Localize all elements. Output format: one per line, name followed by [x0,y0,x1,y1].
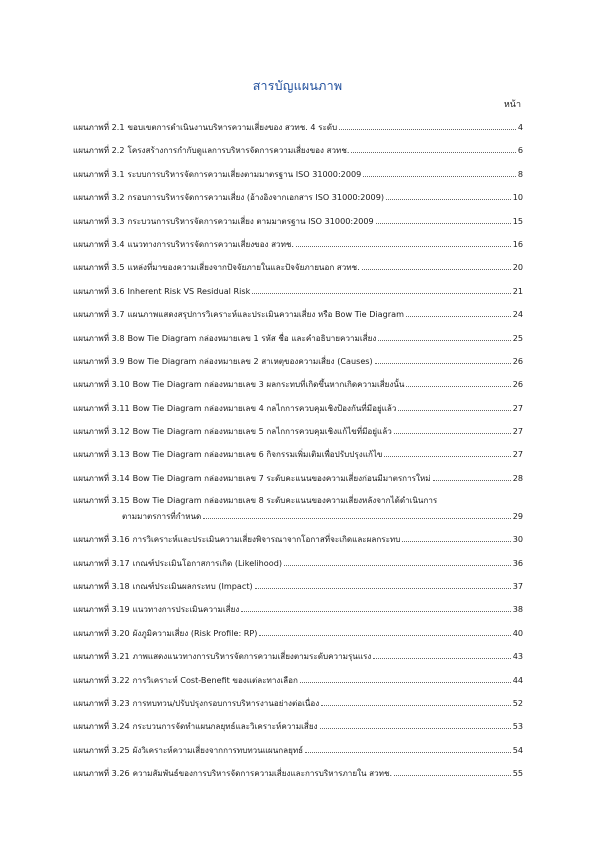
figure-caption: Bow Tie Diagram กล่องหมายเลข 8 ระดับคะแนนของความเสี่ยงหลังจากได้ดำเนินการ [132,495,438,506]
page-number: 40 [512,627,523,638]
figure-number: แผนภาพที่ 3.26 [73,768,130,779]
toc-entry[interactable] [73,531,523,554]
figure-caption: Bow Tie Diagram กล่องหมายเลข 7 ระดับคะแนนของความเสี่ยงก่อนมีมาตรการใหม่ [132,472,431,483]
figure-caption: ภาพแสดงแนวทางการบริหารจัดการความเสี่ยงตามระดับความรุนแรง [132,651,372,662]
page-number: 6 [517,145,523,156]
figure-number: แผนภาพที่ 3.9 [73,355,125,366]
page-number: 28 [512,472,523,483]
dot-leader [378,330,510,341]
figure-number: แผนภาพที่ 3.10 [73,379,130,390]
figure-number: แผนภาพที่ 3.5 [73,262,125,273]
dot-leader [386,189,511,200]
figure-number: แผนภาพที่ 3.23 [73,697,130,708]
figure-caption-continued: ตามมาตรการที่กำหนด [122,511,202,522]
dot-leader [203,508,510,519]
dot-leader [259,625,510,636]
figure-caption: ผังภูมิความเสี่ยง (Risk Profile: RP) [132,627,258,638]
dot-leader [433,470,511,481]
dot-leader [402,531,510,542]
page-number: 10 [512,192,523,203]
page-number: 27 [512,426,523,437]
figure-caption: Bow Tie Diagram กล่องหมายเลข 1 รหัส ชื่อ และคำอธิบายความเสี่ยง [127,332,377,343]
dot-leader [321,695,510,706]
figure-number: แผนภาพที่ 3.6 [73,285,125,296]
page-number: 43 [512,651,523,662]
page-number: 44 [512,674,523,685]
dot-leader [320,718,511,729]
toc-entry[interactable] [73,306,523,329]
figure-caption: แหล่งที่มาของความเสี่ยงจากปัจจัยภายในและปัจจัยภายนอก สวทช. [127,262,360,273]
figure-caption: การวิเคราะห์ Cost-Benefit ของแต่ละทางเลือก [132,674,298,685]
page-number: 37 [512,581,523,592]
figure-number: แผนภาพที่ 3.7 [73,309,125,320]
figure-caption: Inherent Risk VS Residual Risk [127,285,251,296]
toc-entry[interactable] [73,742,523,765]
figure-number: แผนภาพที่ 3.4 [73,238,125,249]
figure-number: แผนภาพที่ 3.3 [73,215,125,226]
figure-number: แผนภาพที่ 2.1 [73,122,125,132]
dot-leader [255,578,511,589]
figure-caption: การทบทวน/ปรับปรุงกรอบการบริหารงานอย่างต่อเนื่อง [132,697,320,708]
toc-entry[interactable] [73,236,523,259]
page-number: 20 [512,262,523,273]
figure-caption: แนวทางการประเมินความเสี่ยง [132,604,240,615]
toc-entry[interactable] [73,353,523,376]
page-number: 21 [512,285,523,296]
dot-leader [384,446,510,457]
page-number: 8 [517,168,523,179]
dot-leader [398,400,510,411]
figure-number: แผนภาพที่ 2.2 [73,145,125,156]
figure-number: แผนภาพที่ 3.11 [73,402,130,413]
page-number: 54 [512,744,523,755]
dot-leader [241,601,510,612]
toc-entry[interactable] [73,470,523,493]
toc-entry[interactable] [73,578,523,601]
figure-list [73,119,523,789]
figure-number: แผนภาพที่ 3.18 [73,581,130,592]
figure-number: แผนภาพที่ 3.17 [73,557,130,568]
figure-caption: โครงสร้างการกำกับดูแลการบริหารจัดการความเสี่ยงของ สวทช. [127,145,350,156]
page-number: 26 [512,379,523,390]
figure-number: แผนภาพที่ 3.8 [73,332,125,343]
page-number: 29 [512,511,523,522]
figure-caption: Bow Tie Diagram กล่องหมายเลข 4 กลไกการควบคุมเชิงป้องกันที่มีอยู่แล้ว [132,402,397,413]
page-number: 27 [512,449,523,460]
page-title: สารบัญแผนภาพ [252,78,343,93]
figure-number: แผนภาพที่ 3.25 [73,744,130,755]
dot-leader [284,555,511,566]
figure-number: แผนภาพที่ 3.19 [73,604,130,615]
page-number: 27 [512,402,523,413]
dot-leader [363,166,516,177]
figure-number: แผนภาพที่ 3.22 [73,674,130,685]
figure-number: แผนภาพที่ 3.20 [73,627,130,638]
dot-leader [394,765,511,776]
figure-caption: เกณฑ์ประเมินผลกระทบ (Impact) [132,581,253,592]
toc-entry[interactable] [73,446,523,469]
figure-caption: กระบวนการจัดทำแผนกลยุทธ์และวิเคราะห์ความเสี่ยง [132,721,318,732]
figure-caption: Bow Tie Diagram กล่องหมายเลข 5 กลไกการควบคุมเชิงแก้ไขที่มีอยู่แล้ว [132,426,392,437]
page-number: 53 [512,721,523,732]
toc-entry[interactable] [73,166,523,189]
figure-number: แผนภาพที่ 3.1 [73,168,125,179]
toc-entry[interactable] [73,695,523,718]
figure-caption: เกณฑ์ประเมินโอกาสการเกิด (Likelihood) [132,557,283,568]
figure-number: แผนภาพที่ 3.15 [73,495,130,506]
toc-entry[interactable] [73,213,523,236]
figure-number: แผนภาพที่ 3.21 [73,651,130,662]
figure-caption: แนวทางการบริหารจัดการความเสี่ยงของ สวทช. [127,238,294,249]
toc-entry[interactable] [73,423,523,446]
toc-entry[interactable] [73,601,523,624]
figure-caption: Bow Tie Diagram กล่องหมายเลข 6 กิจกรรมเพิ่มเติมเพื่อปรับปรุงแก้ไข [132,449,383,460]
page-number: 52 [512,697,523,708]
page-number: 24 [512,309,523,320]
figure-caption: Bow Tie Diagram กล่องหมายเลข 2 สาเหตุของความเสี่ยง (Causes) [127,355,373,366]
page-column-header: หน้า [503,100,521,110]
figure-number: แผนภาพที่ 3.24 [73,721,130,732]
figure-caption: กระบวนการบริหารจัดการความเสี่ยง ตามมาตรฐาน ISO 31000:2009 [127,215,374,226]
figure-caption: ระบบการบริหารจัดการความเสี่ยงตามมาตรฐาน ISO 31000:2009 [127,168,362,179]
dot-leader [305,742,511,753]
dot-leader [339,119,516,130]
toc-entry[interactable] [73,330,523,353]
figure-number: แผนภาพที่ 3.14 [73,472,130,483]
figure-caption: ผังวิเคราะห์ความเสี่ยงจากการทบทวนแผนกลยุทธ์ [132,744,304,755]
figure-caption: ขอบเขตการดำเนินงานบริหารความเสี่ยงของ สวทช. 4 ระดับ [127,122,338,132]
figure-caption: การวิเคราะห์และประเมินความเสี่ยงพิจารณาจากโอกาสที่จะเกิดและผลกระทบ [132,534,401,545]
toc-entry[interactable] [73,400,523,423]
dot-leader [252,283,510,294]
toc-entry[interactable] [73,283,523,306]
figure-number: แผนภาพที่ 3.13 [73,449,130,460]
figure-number: แผนภาพที่ 3.2 [73,192,125,203]
figure-caption: กรอบการบริหารจัดการความเสี่ยง (อ้างอิงจากเอกสาร ISO 31000:2009) [127,192,385,203]
toc-entry[interactable] [73,259,523,282]
page-number: 15 [512,215,523,226]
dot-leader [362,259,511,270]
figure-caption: ความสัมพันธ์ของการบริหารจัดการความเสี่ยงและการบริหารภายใน สวทช. [132,768,393,779]
dot-leader [373,648,510,659]
toc-entry[interactable] [73,765,523,788]
dot-leader [376,213,511,224]
toc-entry[interactable] [73,672,523,695]
figure-number: แผนภาพที่ 3.12 [73,426,130,437]
page-number: 36 [512,557,523,568]
page-number: 55 [512,768,523,779]
toc-entry[interactable] [73,119,523,142]
toc-entry[interactable] [73,493,523,531]
toc-entry[interactable] [73,189,523,212]
toc-entry[interactable] [73,376,523,399]
dot-leader [394,423,511,434]
toc-entry[interactable] [73,555,523,578]
page-number: 38 [512,604,523,615]
page-number: 4 [517,122,523,132]
dot-leader [406,376,510,387]
dot-leader [351,142,515,153]
figure-caption: Bow Tie Diagram กล่องหมายเลข 3 ผลกระทบที่เกิดขึ้นหากเกิดความเสี่ยงนั้น [132,379,405,390]
page-number: 26 [512,355,523,366]
dot-leader [406,306,511,317]
toc-entry[interactable] [73,648,523,671]
figure-caption: แผนภาพแสดงสรุปการวิเคราะห์และประเมินความเสี่ยง หรือ Bow Tie Diagram [127,309,404,320]
dot-leader [300,672,511,683]
dot-leader [296,236,511,247]
page-number: 16 [512,238,523,249]
figure-number: แผนภาพที่ 3.16 [73,534,130,545]
toc-entry[interactable] [73,142,523,165]
page-number: 25 [512,332,523,343]
toc-entry[interactable] [73,718,523,741]
page-number: 30 [512,534,523,545]
toc-entry[interactable] [73,625,523,648]
dot-leader [375,353,511,364]
